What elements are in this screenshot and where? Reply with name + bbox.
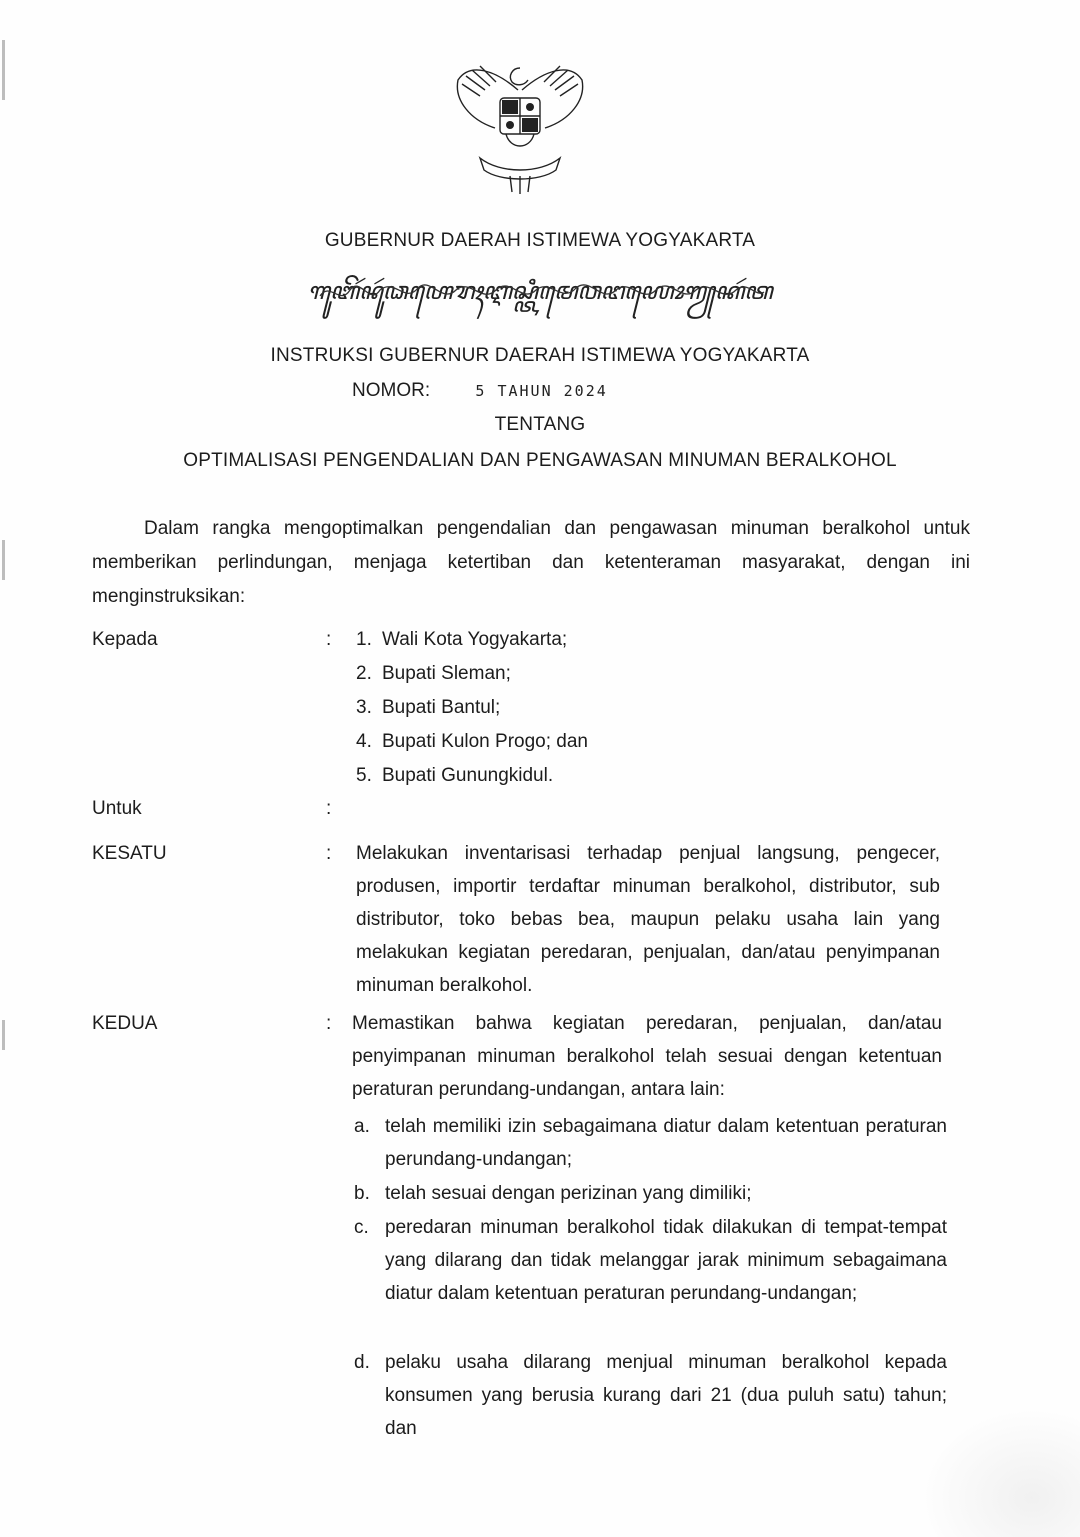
governor-title: GUBERNUR DAERAH ISTIMEWA YOGYAKARTA — [324, 230, 756, 251]
list-item-number: 1. — [356, 629, 372, 650]
list-item: peredaran minuman beralkohol tidak dilakukan di tempat-tempat yang dilarang dan tidak melanggar jarak minimum sebagaimana diatur dalam ketentuan peraturan perundang-undangan; — [385, 1217, 947, 1304]
kesatu-text: Melakukan inventarisasi terhadap penjual langsung, pengecer, produsen, importir terdaftar minuman beralkohol, distributor, sub distributor, toko bebas bea, maupun pelaku usaha lain yang melakukan kegiatan peredaran, penjualan, dan/atau penyimpanan minuman beralkohol. — [356, 843, 940, 996]
list-item-number: 2. — [356, 663, 372, 684]
nomor-label: NOMOR: — [352, 380, 431, 401]
subject-title: OPTIMALISASI PENGENDALIAN DAN PENGAWASAN MINUMAN BERALKOHOL — [183, 450, 897, 471]
instruction-title: INSTRUKSI GUBERNUR DAERAH ISTIMEWA YOGYAKARTA — [270, 345, 810, 366]
nomor-line — [352, 380, 608, 402]
tentang-heading: TENTANG — [494, 414, 586, 435]
list-item-letter: d. — [354, 1352, 370, 1373]
preamble-paragraph — [92, 512, 970, 614]
kedua-item-d — [354, 1346, 954, 1448]
kedua-item-a — [354, 1110, 954, 1178]
list-item-letter: b. — [354, 1183, 370, 1204]
kedua-colon: : — [326, 1013, 332, 1034]
untuk-label: Untuk — [92, 798, 142, 819]
list-item: Bupati Gunungkidul. — [382, 765, 554, 786]
list-item-number: 4. — [356, 731, 372, 752]
untuk-section — [92, 792, 972, 826]
kedua-item-c — [354, 1211, 954, 1347]
list-item: Wali Kota Yogyakarta; — [382, 629, 568, 650]
scan-edge-mark — [2, 540, 5, 580]
list-item: pelaku usaha dilarang menjual minuman beralkohol kepada konsumen yang berusia kurang dari 21 (dua puluh satu) tahun; dan — [385, 1352, 947, 1439]
list-item: Bupati Kulon Progo; dan — [382, 731, 588, 752]
list-item-letter: c. — [354, 1217, 369, 1238]
list-item: telah memiliki izin sebagaimana diatur dalam ketentuan peraturan perundang-undangan; — [385, 1116, 947, 1170]
kedua-text: Memastikan bahwa kegiatan peredaran, penjualan, dan/atau penyimpanan minuman beralkohol telah sesuai dengan ketentuan peraturan perundang-undangan, antara lain: — [352, 1013, 942, 1100]
list-item: Bupati Sleman; — [382, 663, 511, 684]
kedua-section — [92, 1007, 972, 1117]
list-item-letter: a. — [354, 1116, 370, 1137]
kesatu-label: KESATU — [92, 843, 167, 864]
scan-edge-mark — [2, 40, 5, 100]
javanese-script-line — [300, 272, 780, 328]
javanese-text: ꦒꦸꦧꦼꦂꦤꦸꦂꦣꦲꦺꦫꦃꦆꦱ꧀ꦠꦶꦩꦺꦮꦔꦪꦺꦴꦒꦾꦏꦂꦠ — [307, 277, 773, 305]
list-item: Bupati Bantul; — [382, 697, 501, 718]
nomor-value: 5 TAHUN 2024 — [475, 382, 608, 400]
kedua-label: KEDUA — [92, 1013, 158, 1034]
kepada-colon: : — [326, 629, 332, 650]
javanese-handwriting-strokes — [300, 276, 780, 310]
untuk-colon: : — [326, 798, 332, 819]
list-item: telah sesuai dengan perizinan yang dimiliki; — [385, 1183, 752, 1204]
scan-edge-mark — [2, 1020, 5, 1050]
list-item-number: 5. — [356, 765, 372, 786]
kepada-label: Kepada — [92, 629, 158, 650]
kedua-item-b — [354, 1177, 954, 1211]
scan-smudge — [920, 1407, 1080, 1537]
kesatu-colon: : — [326, 843, 332, 864]
preamble-text: Dalam rangka mengoptimalkan pengendalian dan pengawasan minuman beralkohol untuk memberikan perlindungan, menjaga ketertiban dan ketenteraman masyarakat, dengan ini menginstruksikan: — [92, 518, 970, 607]
list-item-number: 3. — [356, 697, 372, 718]
kepada-section — [92, 623, 972, 793]
kesatu-section — [92, 837, 972, 1007]
garuda-emblem-icon — [440, 50, 600, 200]
